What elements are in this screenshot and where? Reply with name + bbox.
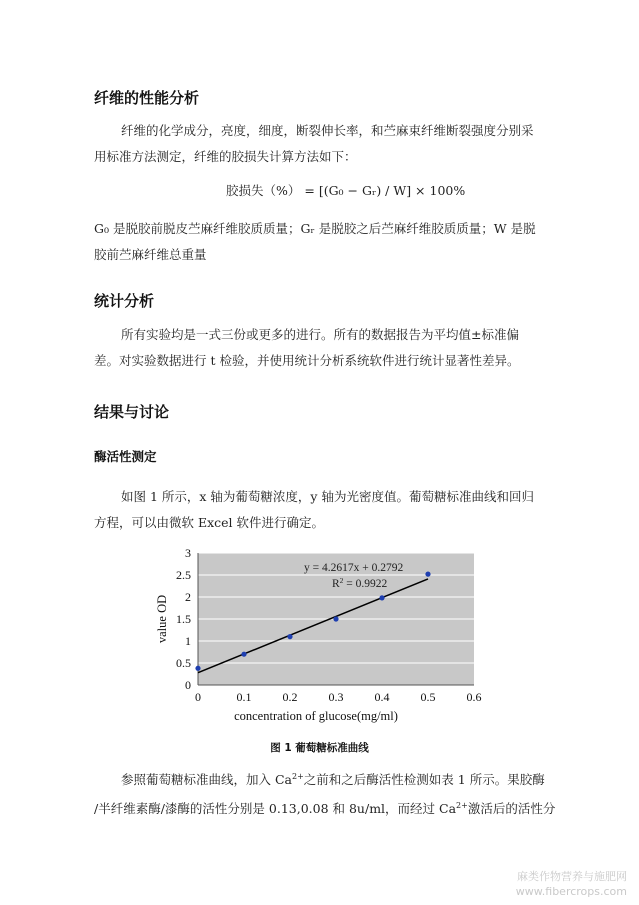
fiber-paragraph-line2: 用标准方法测定，纤维的胶损失计算方法如下： xyxy=(94,149,357,164)
after-figure-paragraph xyxy=(94,764,564,822)
data-point xyxy=(287,634,292,639)
y-tick-label: 0 xyxy=(185,678,191,692)
data-point xyxy=(241,652,246,657)
x-tick-label: 0.2 xyxy=(282,690,298,704)
results-paragraph xyxy=(94,484,564,536)
x-axis-title: concentration of glucose(mg/ml) xyxy=(234,709,398,723)
formula-label: 胶损失（%） xyxy=(226,183,301,198)
after-paragraph-line2 xyxy=(94,793,564,822)
calcium-superscript-2: 2+ xyxy=(456,801,468,811)
section-heading-stats: 统计分析 xyxy=(94,292,155,310)
stats-paragraph xyxy=(94,322,564,374)
x-tick-label: 0.4 xyxy=(374,690,390,704)
watermark-line1: 麻类作物营养与施肥网 xyxy=(517,870,627,883)
figure-caption: 图 1 葡萄糖标准曲线 xyxy=(270,742,369,754)
section-heading-fiber: 纤维的性能分析 xyxy=(94,89,200,107)
definitions-line1: G₀ 是脱胶前脱皮苎麻纤维胶质质量；Gᵣ 是脱胶之后苎麻纤维胶质质量；W 是脱 xyxy=(94,221,536,236)
formula-expression: = [(G₀ − Gᵣ) / W] × 100% xyxy=(304,183,466,198)
glucose-standard-curve-chart xyxy=(150,543,500,728)
r-squared-annotation: $R^2 = 0.9922$ xyxy=(332,575,388,590)
after-paragraph-line1 xyxy=(94,764,564,793)
x-tick-label: 0.1 xyxy=(236,690,252,704)
stats-paragraph-line2: 差。对实验数据进行 t 检验，并使用统计分析系统软件进行统计显著性差异。 xyxy=(94,353,520,368)
x-tick-label: 0.3 xyxy=(328,690,344,704)
x-tick-label: 0 xyxy=(195,690,201,704)
regression-equation: y = 4.2617x + 0.2792 xyxy=(304,562,404,574)
x-tick-label: 0.6 xyxy=(466,690,482,704)
y-tick-label: 2 xyxy=(185,590,191,604)
after-line2-text-a: /半纤维素酶/漆酶的活性分别是 0.13,0.08 和 8u/ml，而经过 Ca xyxy=(94,801,457,817)
chart-root xyxy=(155,546,482,723)
y-tick-label: 0.5 xyxy=(176,656,191,670)
definitions-line2: 胶前苎麻纤维总重量 xyxy=(94,247,207,262)
formula-definitions xyxy=(94,216,564,268)
after-line1-text-b: 之前和之后酶活性检测如表 1 所示。果胶酶 xyxy=(303,772,545,788)
results-paragraph-line1: 如图 1 所示，x 轴为葡萄糖浓度，y 轴为光密度值。葡萄糖标准曲线和回归 xyxy=(121,489,534,504)
y-tick-label: 2.5 xyxy=(176,568,191,582)
y-axis-title: value OD xyxy=(155,594,169,644)
data-point xyxy=(379,595,384,600)
after-line1-text-a: 参照葡萄糖标准曲线，加入 Ca xyxy=(121,772,292,788)
data-point xyxy=(333,616,338,621)
calcium-superscript: 2+ xyxy=(292,772,304,781)
gum-loss-formula xyxy=(226,181,465,199)
y-tick-label: 1 xyxy=(185,634,191,648)
section-heading-results: 结果与讨论 xyxy=(94,403,170,421)
watermark-line2: www.fibercrops.com xyxy=(515,885,627,898)
site-watermark xyxy=(516,869,627,899)
after-line2-text-b: 激活后的活性分 xyxy=(467,801,556,817)
y-tick-label: 3 xyxy=(185,546,191,560)
data-point xyxy=(425,572,430,577)
fiber-paragraph-line1: 纤维的化学成分，亮度，细度，断裂伸长率，和苎麻束纤维断裂强度分别采 xyxy=(121,123,534,138)
y-tick-label: 1.5 xyxy=(176,612,191,626)
subheading-enzyme-activity: 酶活性测定 xyxy=(94,449,157,464)
x-tick-label: 0.5 xyxy=(420,690,436,704)
stats-paragraph-line1: 所有实验均是一式三份或更多的进行。所有的数据报告为平均值±标准偏 xyxy=(121,327,519,342)
results-paragraph-line2: 方程，可以由微软 Excel 软件进行确定。 xyxy=(94,515,325,530)
fiber-paragraph xyxy=(94,118,564,170)
data-point xyxy=(195,666,200,671)
